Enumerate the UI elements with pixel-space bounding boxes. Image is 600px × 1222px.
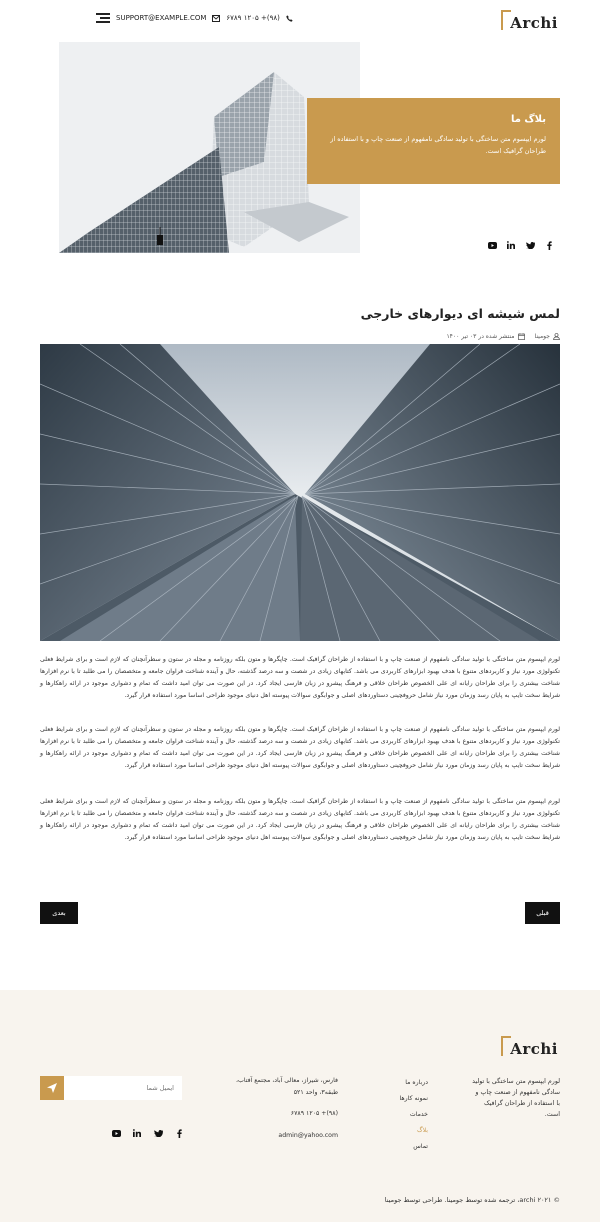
menu-icon[interactable] (96, 13, 110, 23)
article-main-image (40, 344, 560, 641)
linkedin-icon[interactable] (506, 240, 516, 250)
footer-link-portfolio[interactable]: نمونه کارها (399, 1095, 428, 1102)
footer-copyright: © archi ۲۰۲۱، ترجمه شده توسط جومینا. طراحی توسط جومینا (384, 1196, 560, 1204)
facebook-icon[interactable] (174, 1128, 184, 1138)
article-title: لمس شیشه ای دیوارهای خارجی (360, 306, 560, 321)
footer (0, 990, 600, 1222)
footer-social-links (111, 1128, 184, 1138)
logo-frame (501, 10, 511, 30)
logo[interactable] (504, 10, 560, 32)
twitter-icon[interactable] (153, 1128, 163, 1138)
footer-link-services[interactable]: خدمات (409, 1111, 428, 1118)
footer-link-about[interactable]: درباره ما (405, 1079, 428, 1086)
article-author[interactable] (535, 333, 560, 340)
footer-phone[interactable]: (۹۸)+ ۱۲۰۵ ۶۷۸۹ (290, 1110, 338, 1117)
send-icon (47, 1083, 57, 1093)
article-paragraph: لورم ایپسوم متن ساختگی با تولید سادگی نامفهوم از صنعت چاپ و با استفاده از طراحان گرافیک است. چاپگرها و متون بلکه روزنامه و مجله در ستون و سطرآنچنان که لازم است و برای شرایط فعلی تکنولوژی مورد نیاز و کاربردهای متنوع با هدف بهبود ابزارهای کاربردی می باشد. کتابهای زیادی در شصت و سه درصد گذشته، حال و آینده شناخت فراوان جامعه و متخصصان را می طلبد تا با نرم افزارها شناخت بیشتری را برای طراحان رایانه ای علی الخصوص طراحان خلاقی و فرهنگ پیشرو در زبان فارسی ایجاد کرد. در این صورت می توان امید داشت که تمام و دشواری موجود در ارائه راهکارها و شرایط سخت تایپ به پایان رسد وزمان مورد نیاز شامل حروفچینی دستاوردهای اصلی و جوابگوی سوالات پیوسته اهل دنیای موجود طراحی اساسا مورد استفاده قرار گیرد. (40, 656, 560, 699)
article-paragraph: لورم ایپسوم متن ساختگی با تولید سادگی نامفهوم از صنعت چاپ و با استفاده از طراحان گرافیک است. چاپگرها و متون بلکه روزنامه و مجله در ستون و سطرآنچنان که لازم است و برای شرایط فعلی تکنولوژی مورد نیاز و کاربردهای متنوع با هدف بهبود ابزارهای کاربردی می باشد. کتابهای زیادی در شصت و سه درصد گذشته، حال و آینده شناخت فراوان جامعه و متخصصان را می طلبد تا با نرم افزارها شناخت بیشتری را برای طراحان رایانه ای علی الخصوص طراحان خلاقی و فرهنگ پیشرو در زبان فارسی ایجاد کرد. در این صورت می توان امید داشت که تمام و دشواری موجود در ارائه راهکارها و شرایط سخت تایپ به پایان رسد وزمان مورد نیاز شامل حروفچینی دستاوردهای اصلی و جوابگوی سوالات پیوسته اهل دنیای موجود طراحی اساسا مورد استفاده قرار گیرد. (40, 726, 560, 769)
logo-frame (501, 1036, 511, 1056)
footer-address: فارس، شیراز، معالی آباد، مجتمع آفتاب، طبقه۳، واحد ۵۲۱ (236, 1077, 338, 1096)
footer-email[interactable]: admin@yahoo.com (278, 1132, 338, 1139)
prev-post-button[interactable]: قبلی (525, 902, 560, 924)
footer-about-text: لورم ایپسوم متن ساختگی با تولید سادگی نامفهوم از صنعت چاپ و با استفاده از طراحان گرافیک است. (472, 1078, 560, 1118)
newsletter-send-button[interactable] (40, 1076, 64, 1100)
article-meta (446, 333, 560, 340)
footer-link-blog[interactable]: بلاگ (417, 1127, 428, 1134)
logo-text: Archi (510, 14, 558, 32)
hero-title: بلاگ ما (510, 114, 546, 125)
hero-social-links (487, 240, 554, 250)
support-email[interactable]: SUPPORT@EXAMPLE.COM (116, 14, 207, 22)
linkedin-icon[interactable] (132, 1128, 142, 1138)
youtube-icon[interactable] (487, 240, 497, 250)
published-text: منتشر شده در ۰۳ تیر ۱۴۰۰ (446, 333, 515, 340)
footer-link-contact[interactable]: تماس (413, 1143, 428, 1150)
author-name: جومینا (534, 333, 550, 340)
newsletter-email-input[interactable] (62, 1076, 182, 1100)
support-phone[interactable]: (۹۸)+ ۱۲۰۵ ۶۷۸۹ (226, 14, 280, 22)
hero-subtitle: لورم ایپسوم متن ساختگی با تولید سادگی نامفهوم از صنعت چاپ و با استفاده از طراحان گرافیک است. (330, 135, 546, 155)
footer-logo[interactable] (504, 1036, 560, 1058)
facebook-icon[interactable] (544, 240, 554, 250)
top-contact-bar (96, 13, 293, 23)
article-date (446, 333, 524, 340)
email-icon (212, 15, 220, 22)
hero-title-card (307, 98, 560, 184)
youtube-icon[interactable] (111, 1128, 121, 1138)
phone-icon (286, 15, 293, 22)
footer-contact (218, 1075, 338, 1142)
footer-links (400, 1075, 428, 1155)
next-post-button[interactable]: بعدی (40, 902, 78, 924)
twitter-icon[interactable] (525, 240, 535, 250)
article-paragraph: لورم ایپسوم متن ساختگی با تولید سادگی نامفهوم از صنعت چاپ و با استفاده از طراحان گرافیک است. چاپگرها و متون بلکه روزنامه و مجله در ستون و سطرآنچنان که لازم است و برای شرایط فعلی تکنولوژی مورد نیاز و کاربردهای متنوع با هدف بهبود ابزارهای کاربردی می باشد. کتابهای زیادی در شصت و سه درصد گذشته، حال و آینده شناخت فراوان جامعه و متخصصان را می طلبد تا با نرم افزارها شناخت بیشتری را برای طراحان رایانه ای علی الخصوص طراحان خلاقی و فرهنگ پیشرو در زبان فارسی ایجاد کرد. در این صورت می توان امید داشت که تمام و دشواری موجود در ارائه راهکارها و شرایط سخت تایپ به پایان رسد وزمان مورد نیاز شامل حروفچینی دستاوردهای اصلی و جوابگوی سوالات پیوسته اهل دنیای موجود طراحی اساسا مورد استفاده قرار گیرد. (40, 798, 560, 841)
footer-logo-text: Archi (510, 1040, 558, 1058)
calendar-icon (518, 333, 525, 340)
user-icon (553, 333, 560, 340)
